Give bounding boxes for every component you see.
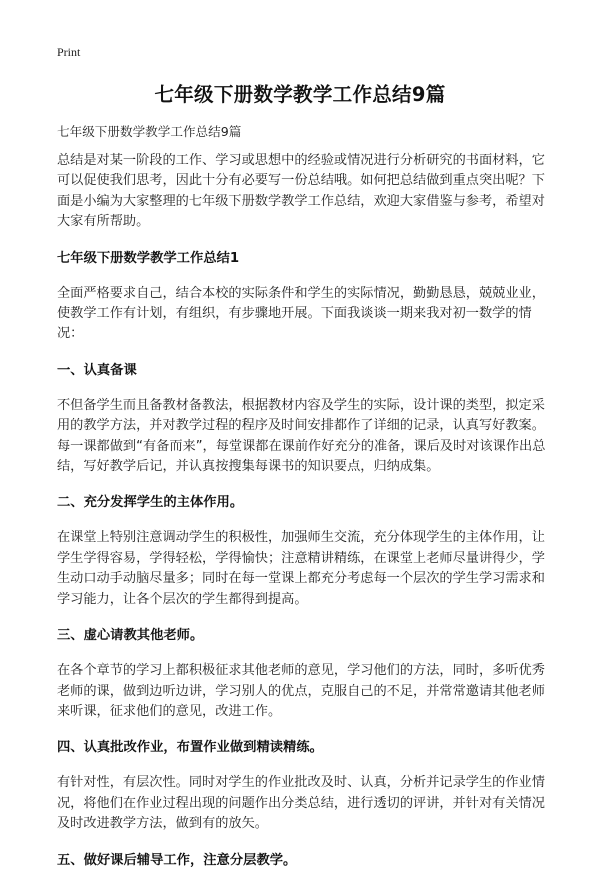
item-body-3: 在各个章节的学习上都积极征求其他老师的意见，学习他们的方法，同时，多听优秀老师的课，做到边听边讲，学习别人的优点，克服自己的不足，并常常邀请其他老师来听课，征求他们的意见，改进工作。	[57, 663, 545, 719]
section-heading: 七年级下册数学教学工作总结1	[57, 250, 240, 266]
item-body-4: 有针对性，有层次性。同时对学生的作业批改及时、认真，分析并记录学生的作业情况，将他们在作业过程出现的问题作出分类总结，进行透切的评讲，并针对有关情况及时改进教学方法，做到有的放矢。	[57, 775, 545, 832]
section-intro-paragraph: 全面严格要求自己，结合本校的实际条件和学生的实际情况，勤勤恳恳，兢兢业业，使教学工作有计划，有组织，有步骤地开展。下面我谈谈一期来我对初一数学的情况：	[57, 285, 545, 342]
item-body-1: 不但备学生而且备教材备教法，根据教材内容及学生的实际，设计课的类型，拟定采用的教学方法，并对教学过程的程序及时间安排都作了详细的记录，认真写好教案。每一课都做到“有备而来”，每堂课都在课前作好充分的准备，课后及时对该课作出总结，写好教学后记，并认真按搜集每课书的知识要点，归纳成集。	[57, 397, 546, 475]
item-heading-4: 四、认真批改作业，布置作业做到精读精练。	[57, 740, 323, 756]
intro-paragraph: 总结是对某一阶段的工作、学习或思想中的经验或情况进行分析研究的书面材料，它可以促使我们思考，因此十分有必要写一份总结哦。如何把总结做到重点突出呢？下面是小编为大家整理的七年级下册数学教学工作总结，欢迎大家借鉴与参考，希望对大家有所帮助。	[57, 153, 545, 230]
item-heading-3: 三、虚心请教其他老师。	[57, 628, 204, 644]
document-subtitle: 七年级下册数学教学工作总结9篇	[57, 124, 242, 139]
item-heading-1: 一、认真备课	[57, 362, 137, 378]
page-title: 七年级下册数学教学工作总结9篇	[154, 83, 446, 106]
item-heading-2: 二、充分发挥学生的主体作用。	[57, 495, 244, 511]
print-link[interactable]: Print	[57, 45, 81, 59]
document-body	[57, 151, 550, 886]
item-body-2: 在课堂上特别注意调动学生的积极性，加强师生交流，充分体现学生的主体作用，让学生学得容易，学得轻松，学得愉快；注意精讲精练，在课堂上老师尽量讲得少，学生动口动手动脑尽量多；同时在每一堂课上都充分考虑每一个层次的学生学习需求和学习能力，让各个层次的学生都得到提高。	[57, 530, 545, 607]
item-heading-5: 五、做好课后辅导工作，注意分层教学。	[57, 852, 297, 868]
